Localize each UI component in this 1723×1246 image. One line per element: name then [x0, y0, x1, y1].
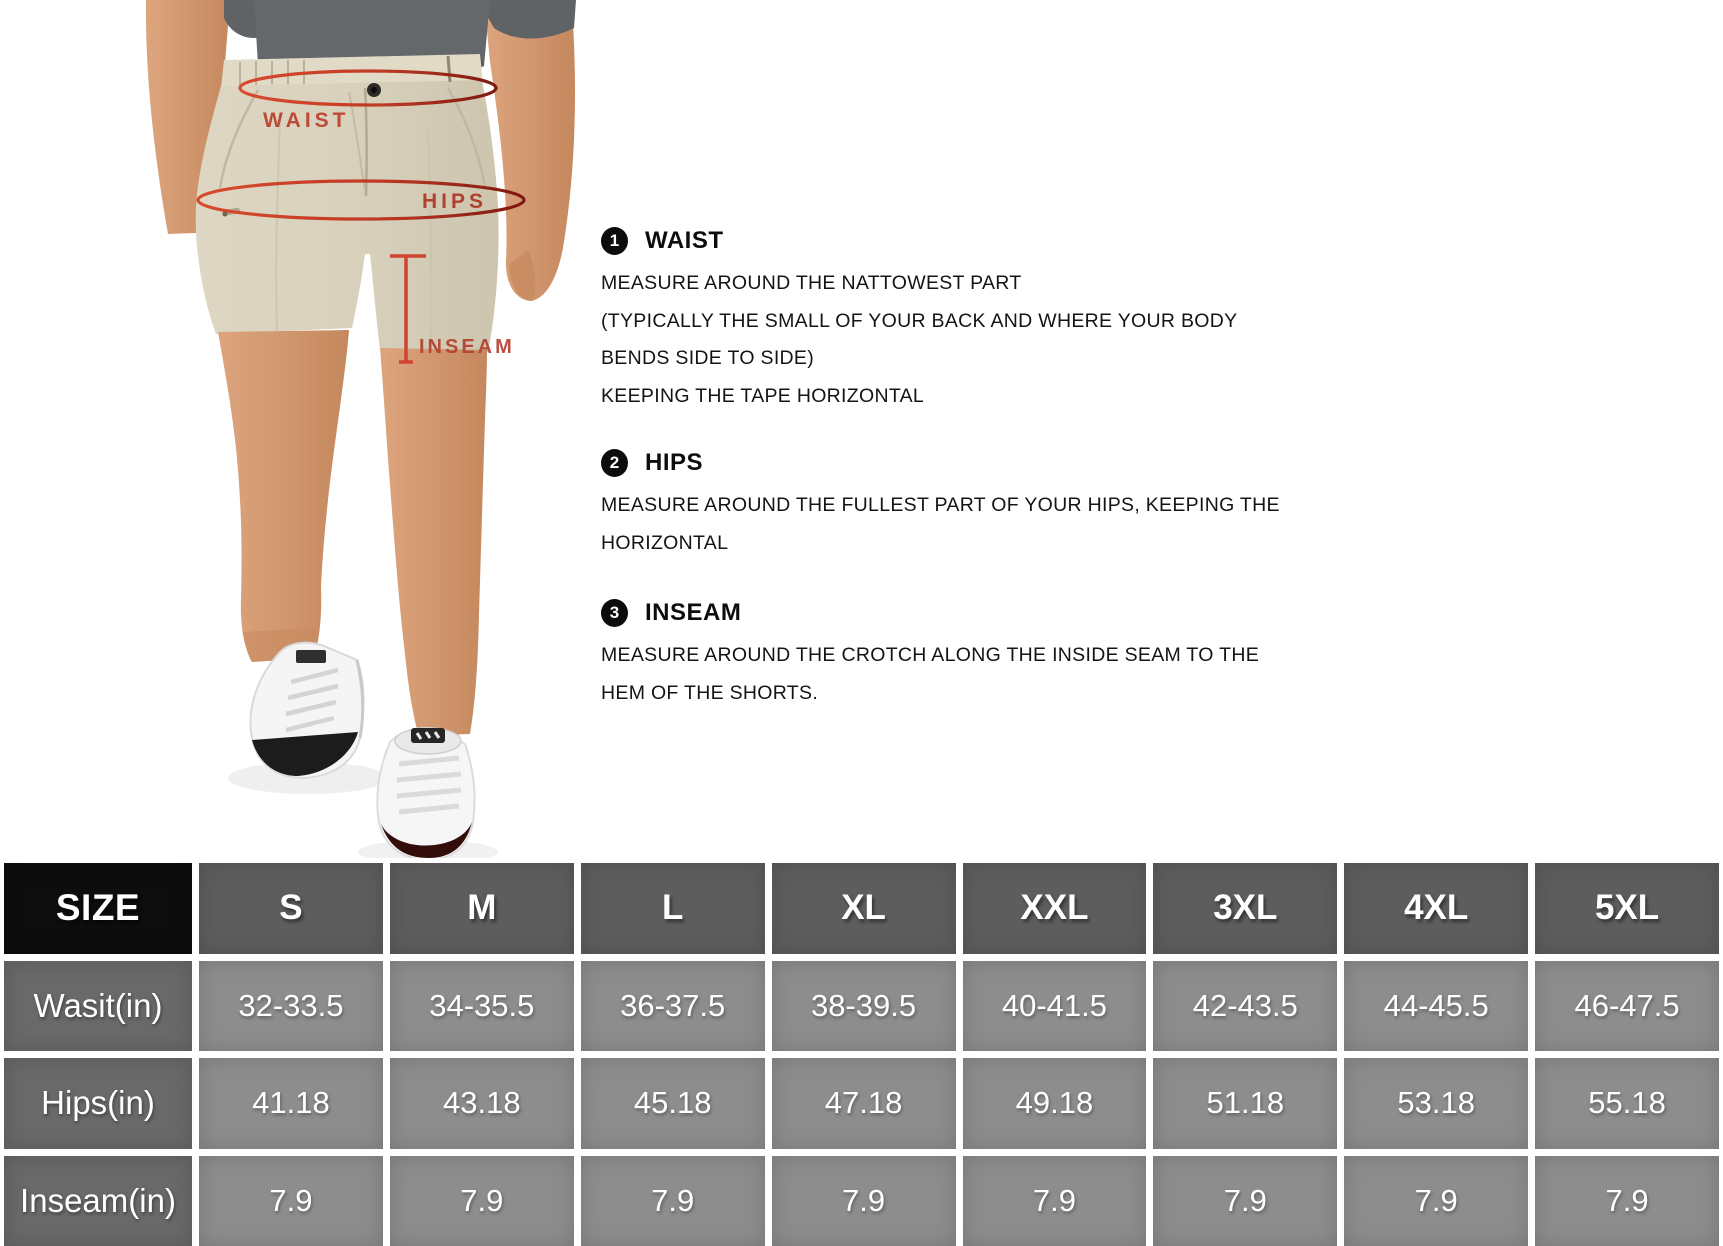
cell-waist-4xl: 44-45.5 — [1344, 961, 1528, 1052]
instruction-line: MEASURE AROUND THE NATTOWEST PART — [601, 272, 1022, 294]
cell-inseam-xxl: 7.9 — [963, 1156, 1147, 1246]
right-leg — [380, 348, 487, 736]
belt-loop — [448, 56, 450, 82]
instruction-line: (TYPICALLY THE SMALL OF YOUR BACK AND WHERE YOUR BODY — [601, 309, 1238, 332]
model-photo — [128, 0, 598, 860]
instruction-heading — [601, 226, 1391, 256]
instruction-body — [601, 487, 1391, 562]
cell-inseam-3xl: 7.9 — [1153, 1156, 1337, 1246]
header-cell-3xl: 3XL — [1153, 863, 1337, 954]
cell-waist-3xl: 42-43.5 — [1153, 961, 1337, 1052]
number-2-badge: 2 — [601, 449, 628, 477]
instruction-section-hips — [601, 448, 1391, 562]
cell-inseam-4xl: 7.9 — [1344, 1156, 1528, 1246]
waist-measure-label: WAIST — [263, 109, 350, 132]
instruction-title: HIPS — [645, 449, 704, 476]
header-cell-4xl: 4XL — [1344, 863, 1528, 954]
row-label-inseam: Inseam(in) — [4, 1156, 192, 1246]
hips-measure-label: HIPS — [422, 190, 488, 213]
cell-hips-4xl: 53.18 — [1344, 1058, 1528, 1149]
instruction-heading — [601, 598, 1391, 628]
model-illustration — [128, 0, 598, 860]
row-label-waist: Wasit(in) — [4, 961, 192, 1052]
measuring-instructions — [601, 226, 1391, 712]
cell-hips-5xl: 55.18 — [1535, 1058, 1719, 1149]
instruction-title: INSEAM — [645, 599, 742, 626]
instruction-title: WAIST — [645, 227, 724, 254]
cell-waist-xxl: 40-41.5 — [963, 961, 1147, 1052]
cell-hips-3xl: 51.18 — [1153, 1058, 1337, 1149]
instruction-section-waist — [601, 226, 1391, 415]
number-1-badge: 1 — [601, 227, 628, 255]
instruction-line: MEASURE AROUND THE FULLEST PART OF YOUR HIPS, KEEPING THE — [601, 494, 1280, 516]
instruction-line: HEM OF THE SHORTS. — [601, 681, 819, 704]
header-cell-xl: XL — [772, 863, 956, 954]
cell-inseam-m: 7.9 — [390, 1156, 574, 1246]
cell-hips-s: 41.18 — [199, 1058, 383, 1149]
instruction-line: HORIZONTAL — [601, 531, 729, 554]
left-shoe — [250, 643, 363, 778]
header-cell-l: L — [581, 863, 765, 954]
cell-waist-5xl: 46-47.5 — [1535, 961, 1719, 1052]
left-leg — [218, 330, 349, 662]
instruction-section-inseam — [601, 598, 1391, 712]
inseam-measure-label: INSEAM — [419, 336, 515, 358]
header-cell-s: S — [199, 863, 383, 954]
instruction-line: BENDS SIDE TO SIDE) — [601, 347, 815, 369]
instruction-heading — [601, 448, 1391, 478]
cell-waist-m: 34-35.5 — [390, 961, 574, 1052]
instruction-line: MEASURE AROUND THE CROTCH ALONG THE INSIDE SEAM TO THE — [601, 644, 1260, 666]
number-3-badge: 3 — [601, 599, 628, 627]
left-shoe-tab — [296, 650, 326, 663]
cell-hips-xxl: 49.18 — [963, 1058, 1147, 1149]
row-label-hips: Hips(in) — [4, 1058, 192, 1149]
right-shoe — [377, 728, 474, 860]
header-cell-5xl: 5XL — [1535, 863, 1719, 954]
cell-inseam-xl: 7.9 — [772, 1156, 956, 1246]
instruction-body — [601, 265, 1391, 415]
header-cell-m: M — [390, 863, 574, 954]
waist-button-center — [371, 87, 377, 93]
cell-hips-m: 43.18 — [390, 1058, 574, 1149]
cell-inseam-5xl: 7.9 — [1535, 1156, 1719, 1246]
size-chart-table — [0, 858, 1723, 1246]
cell-waist-s: 32-33.5 — [199, 961, 383, 1052]
cell-hips-xl: 47.18 — [772, 1058, 956, 1149]
cell-waist-l: 36-37.5 — [581, 961, 765, 1052]
instruction-body — [601, 637, 1391, 712]
cell-inseam-l: 7.9 — [581, 1156, 765, 1246]
cell-waist-xl: 38-39.5 — [772, 961, 956, 1052]
cell-inseam-s: 7.9 — [199, 1156, 383, 1246]
header-cell-xxl: XXL — [963, 863, 1147, 954]
header-cell-size: SIZE — [4, 863, 192, 954]
instruction-line: KEEPING THE TAPE HORIZONTAL — [601, 384, 925, 407]
cell-hips-l: 45.18 — [581, 1058, 765, 1149]
